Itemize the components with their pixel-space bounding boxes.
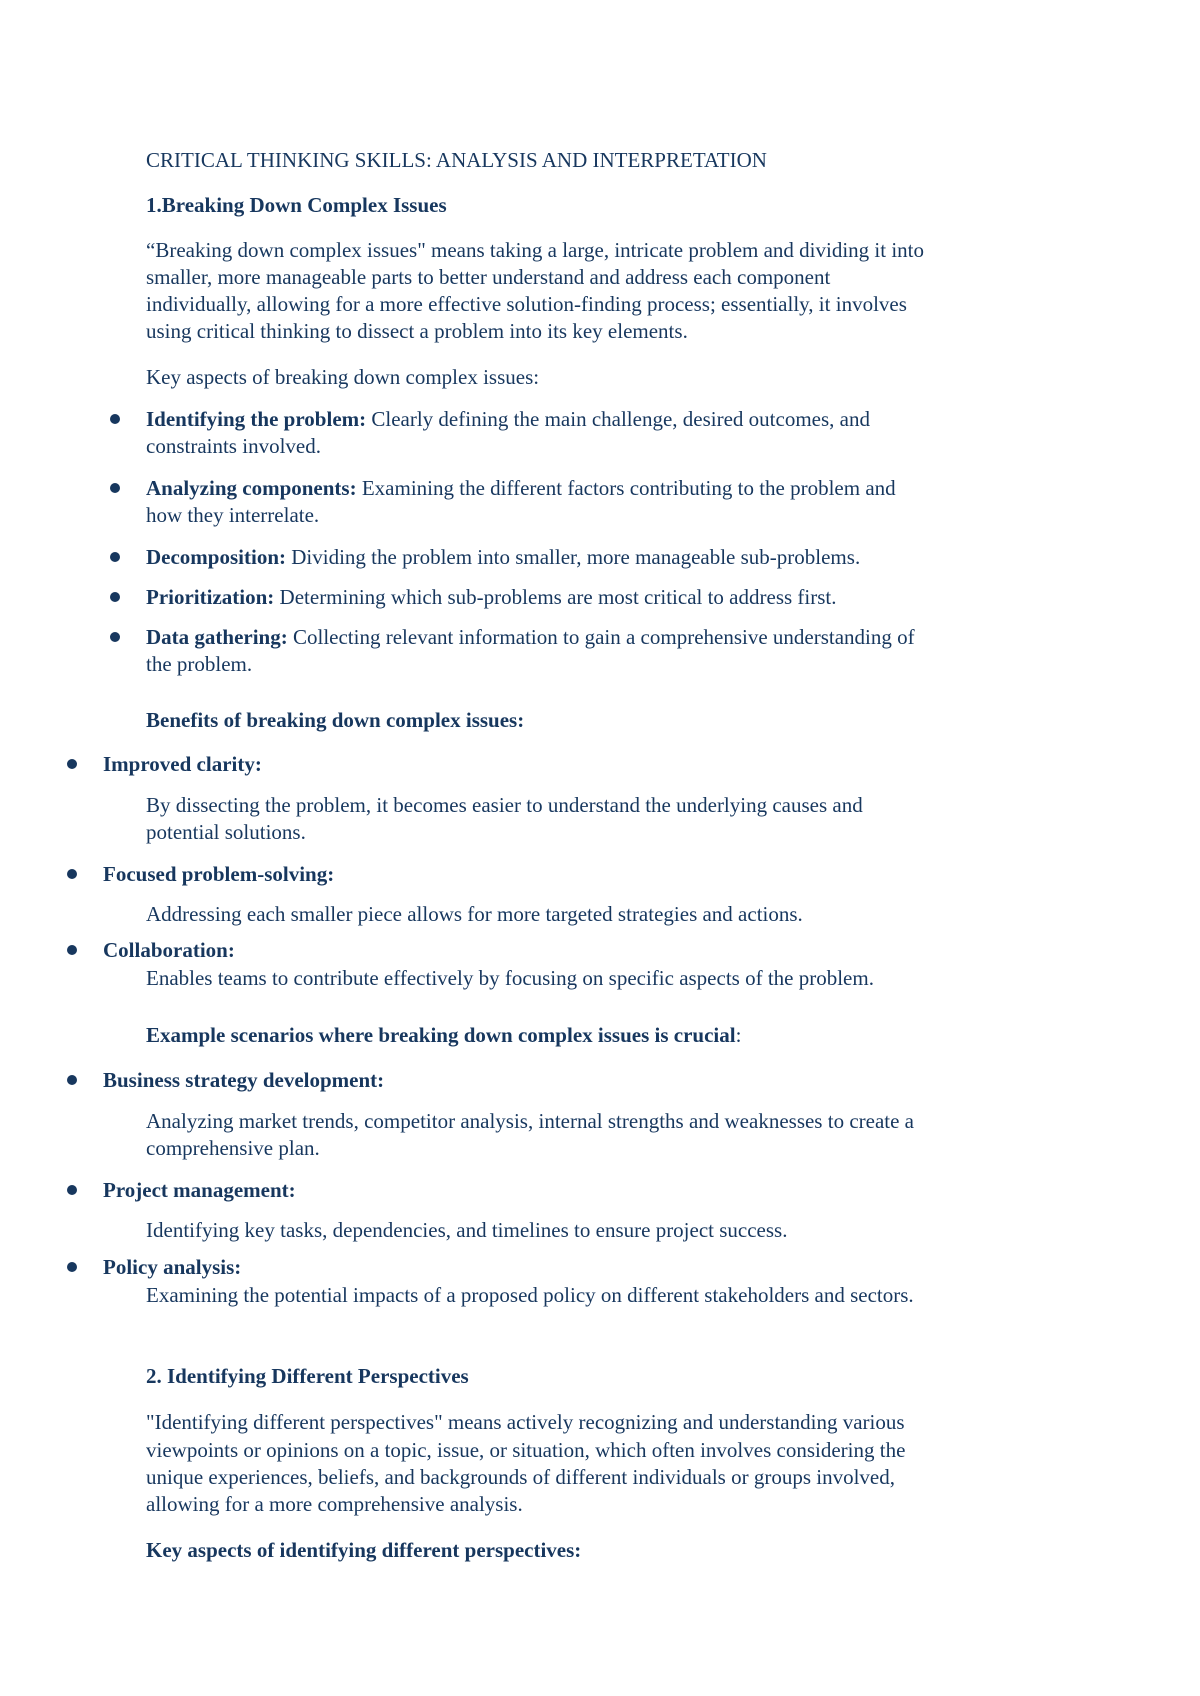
intro-line: “Breaking down complex issues" means taking a large, intricate problem and dividing it into [146,238,925,262]
list-item-desc: comprehensive plan. [146,1136,320,1160]
bullet-icon [67,1075,77,1085]
list-item-continuation: how they interrelate. [146,503,320,527]
list-item-desc: By dissecting the problem, it becomes easier to understand the underlying causes and [146,793,863,817]
bullet-icon [67,1262,77,1272]
list-item-desc: Examining the potential impacts of a proposed policy on different stakeholders and sectors. [146,1283,914,1307]
list-item-desc: Collecting relevant information to gain a comprehensive understanding of [287,625,915,649]
list-item-desc: Dividing the problem into smaller, more manageable sub-problems. [286,545,861,569]
list-item [146,474,896,502]
list-item-term: Focused problem-solving: [103,862,335,886]
bullet-icon [67,869,77,879]
list-item-desc: potential solutions. [146,820,306,844]
intro-line: "Identifying different perspectives" means actively recognizing and understanding various [146,1410,905,1434]
intro-line: individually, allowing for a more effective solution-finding process; essentially, it involves [146,292,907,316]
section1-heading: 1.Breaking Down Complex Issues [146,193,447,217]
examples-label-text: Example scenarios where breaking down complex issues is crucial [146,1023,736,1047]
bullet-icon [67,1185,77,1195]
list-item-term: Decomposition: [146,545,286,569]
bullet-icon [110,483,120,493]
key-aspects-label: Key aspects of breaking down complex issues: [146,365,540,389]
list-item-term: Analyzing components: [146,476,357,500]
section2-heading: 2. Identifying Different Perspectives [146,1364,469,1388]
intro-line: allowing for a more comprehensive analysis. [146,1492,523,1516]
list-item-term: Project management: [103,1178,296,1202]
list-item [146,623,915,651]
section2-key-aspects-label: Key aspects of identifying different perspectives: [146,1538,582,1562]
list-item-desc: Addressing each smaller piece allows for more targeted strategies and actions. [146,902,803,926]
list-item-continuation: constraints involved. [146,434,321,458]
list-item-desc: Identifying key tasks, dependencies, and timelines to ensure project success. [146,1218,788,1242]
bullet-icon [110,592,120,602]
list-item-term: Business strategy development: [103,1068,385,1092]
document-title: CRITICAL THINKING SKILLS: ANALYSIS AND INTERPRETATION [146,148,767,172]
list-item-desc: Clearly defining the main challenge, desired outcomes, and [366,407,870,431]
list-item-term: Policy analysis: [103,1255,242,1279]
list-item-desc: Enables teams to contribute effectively by focusing on specific aspects of the problem. [146,966,874,990]
bullet-icon [110,552,120,562]
examples-label-colon: : [735,1023,742,1047]
list-item-term: Identifying the problem: [146,407,367,431]
list-item-term: Collaboration: [103,938,235,962]
intro-line: smaller, more manageable parts to better understand and address each component [146,265,831,289]
list-item [146,583,837,611]
examples-label [146,1021,741,1049]
list-item [146,405,870,433]
list-item-desc: Determining which sub-problems are most critical to address first. [274,585,837,609]
list-item [146,543,860,571]
benefits-label: Benefits of breaking down complex issues: [146,708,525,732]
list-item-continuation: the problem. [146,652,253,676]
bullet-icon [110,632,120,642]
intro-line: viewpoints or opinions on a topic, issue, or situation, which often involves considering the [146,1438,906,1462]
list-item-term: Improved clarity: [103,752,262,776]
list-item-desc: Examining the different factors contributing to the problem and [356,476,896,500]
bullet-icon [110,414,120,424]
bullet-icon [67,759,77,769]
intro-line: using critical thinking to dissect a problem into its key elements. [146,319,688,343]
bullet-icon [67,945,77,955]
list-item-desc: Analyzing market trends, competitor analysis, internal strengths and weaknesses to create a [146,1109,914,1133]
list-item-term: Data gathering: [146,625,288,649]
list-item-term: Prioritization: [146,585,275,609]
intro-line: unique experiences, beliefs, and backgrounds of different individuals or groups involved, [146,1465,895,1489]
